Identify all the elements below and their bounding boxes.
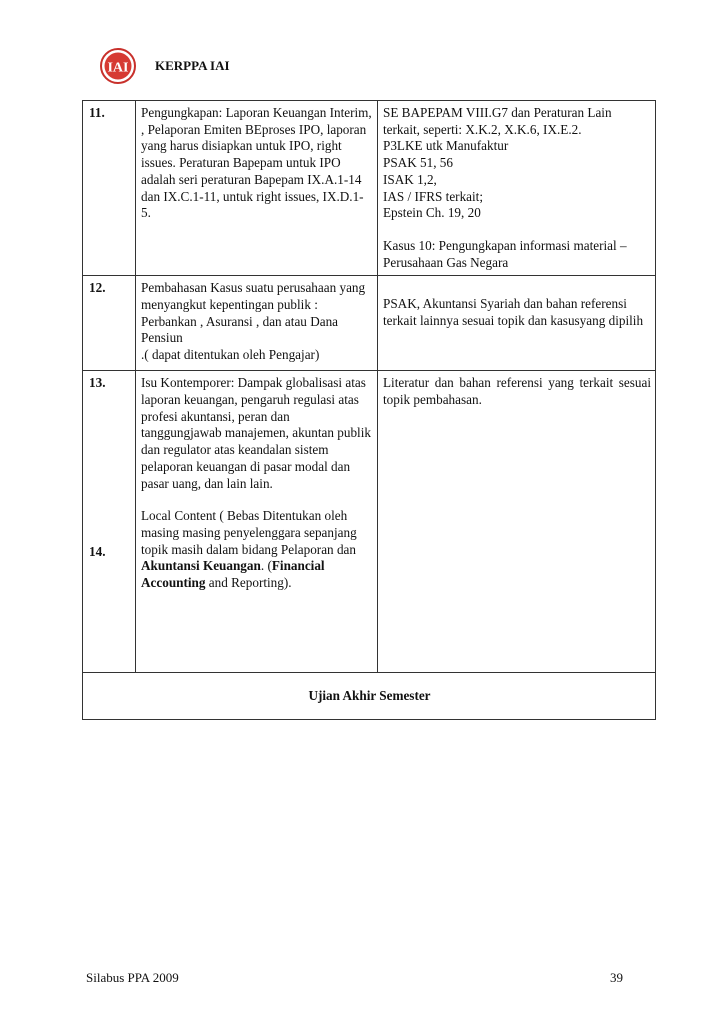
case-reference: Kasus 10: Pengungkapan informasi material – Perusahaan Gas Negara [383,237,627,270]
topic-text: Isu Kontemporer: Dampak globalisasi atas laporan keuangan, pengaruh regulasi atas profesi akuntansi, peran dan tanggungjawab manajemen, akuntan publik dan regulator atas keandalan sistem pelaporan keuangan di pasar modal dan pasar uang, dan lain lain. [141,375,371,491]
table-row [83,276,656,371]
row-number-14: 14. [89,544,106,560]
reference-line: PSAK 51, 56 [383,155,453,171]
final-exam-label: Ujian Akhir Semester [83,673,656,720]
iai-logo-icon [100,48,136,84]
footer-title: Silabus PPA 2009 [86,970,179,985]
table-row [83,371,656,673]
row-topic [136,276,378,371]
logo-text: IAI [107,60,129,76]
table-row-final [83,673,656,720]
topic-note: .( dapat ditentukan oleh Pengajar) [141,347,320,363]
local-content-text: Local Content ( Bebas Ditentukan oleh masing masing penyelenggara sepanjang topik masih dalam bidang Pelaporan dan Akuntansi Keuangan. (Financial Accounting and Reporting). [141,508,357,591]
row-references [378,101,656,276]
syllabus-table [82,100,656,720]
reference-text: PSAK, Akuntansi Syariah dan bahan referensi terkait lainnya sesuai topik dan kasusyang dipilih [383,296,644,329]
reference-line: ISAK 1,2, [383,171,437,187]
topic-text: Pembahasan Kasus suatu perusahaan yang menyangkut kepentingan publik : Perbankan , Asuransi , dan atau Dana Pensiun [141,280,366,346]
row-references [378,276,656,371]
row-references: Literatur dan bahan referensi yang terkait sesuai topik pembahasan. [378,371,656,673]
row-topic [136,371,378,673]
row-number [83,371,136,673]
reference-line: IAS / IFRS terkait; [383,188,484,204]
page-number: 39 [610,970,623,985]
header-title: KERPPA IAI [155,58,230,73]
row-number: 11. [83,101,136,276]
reference-line: P3LKE utk Manufaktur [383,138,509,154]
row-number-13: 13. [89,375,106,391]
reference-line: Epstein Ch. 19, 20 [383,205,481,221]
table-row [83,101,656,276]
reference-line: SE BAPEPAM VIII.G7 dan Peraturan Lain terkait, seperti: X.K.2, X.K.6, IX.E.2. [383,105,612,137]
row-number: 12. [83,276,136,371]
row-topic: Pengungkapan: Laporan Keuangan Interim, , Pelaporan Emiten BEproses IPO, laporan yang harus disiapkan untuk IPO, right issues. Peraturan Bapepam untuk IPO adalah seri peraturan Bapepam IX.A.1-14 dan IX.C.1-11, untuk right issues, IX.D.1-5. [136,101,378,276]
